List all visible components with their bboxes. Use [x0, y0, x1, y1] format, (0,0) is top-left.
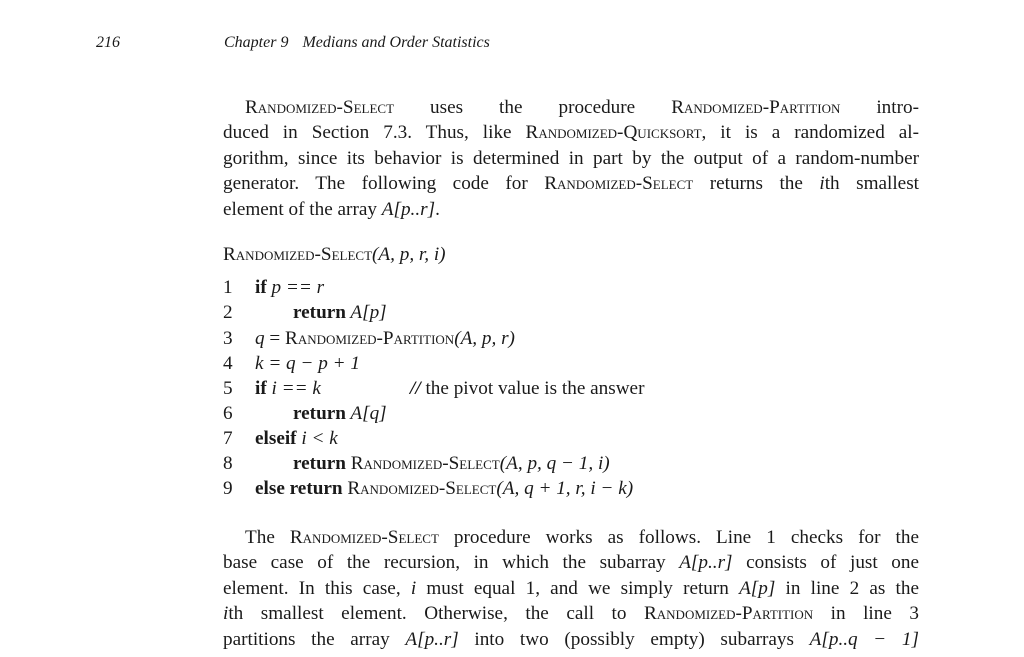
text-run: generator. The following code for [223, 173, 545, 195]
code-line [223, 277, 324, 302]
code-comment [410, 378, 644, 400]
keyword: else return [255, 478, 343, 499]
line-number: 3 [223, 328, 233, 349]
math-expr: (A, p, q − 1, i) [499, 453, 610, 474]
line-number: 2 [223, 302, 233, 323]
comment-text: the pivot value is the answer [420, 378, 645, 399]
math-expr: (A, p, r) [454, 328, 515, 349]
math-expr: i < k [296, 428, 338, 449]
math-expr: A[p] [739, 577, 776, 599]
text-line [223, 550, 919, 575]
keyword: return [293, 302, 346, 323]
math-expr: (A, p, r, i) [372, 244, 446, 265]
line-number: 5 [223, 378, 233, 399]
text-run: uses the procedure [394, 97, 672, 118]
text-run: th smallest element. Otherwise, the call to [228, 603, 644, 625]
text-run: element of the array [223, 198, 382, 220]
math-expr: A[p..r] [405, 628, 459, 650]
text-run: into two (possibly empty) subarrays [458, 628, 810, 650]
chapter-heading [224, 34, 490, 52]
text-run: element. In this case, [223, 577, 411, 599]
keyword: return [293, 403, 346, 424]
text-run: returns the [693, 173, 820, 195]
math-var: i [223, 603, 229, 625]
math-expr: A[p..q − 1] [809, 628, 919, 650]
line-number: 7 [223, 428, 233, 449]
text-run: in line 3 [813, 603, 919, 625]
code-line [223, 378, 919, 403]
line-number: 4 [223, 353, 233, 374]
math-expr: A[p..r] [679, 552, 733, 574]
math-expr: (A, q + 1, r, i − k) [496, 478, 634, 499]
text-run: The [245, 527, 290, 548]
text-run: in line 2 as the [775, 577, 919, 599]
procedure-name: Randomized-Select [544, 173, 694, 195]
procedure-name: Randomized-Partition [643, 603, 814, 625]
intro-paragraph [223, 95, 919, 222]
text-run: , it is a randomized al- [701, 122, 919, 144]
pseudocode-title [223, 244, 446, 266]
procedure-name: Randomized-Select [345, 453, 500, 474]
text-run: partitions the array [223, 628, 406, 650]
math-var: i [410, 577, 417, 599]
procedure-name: Randomized-Select [342, 478, 497, 499]
text-line [223, 95, 919, 120]
code-line [223, 478, 633, 503]
line-number: 9 [223, 478, 233, 499]
math-expr: A[p] [345, 302, 387, 323]
code-line [223, 403, 387, 428]
procedure-name: Randomized-Quicksort [525, 122, 702, 144]
code-line [223, 302, 387, 327]
math-var: q [255, 328, 265, 349]
math-var: i [819, 173, 825, 195]
code-line [223, 453, 610, 478]
keyword: if [255, 378, 267, 399]
comment-marker: // [410, 378, 421, 399]
operator: = [264, 328, 286, 349]
procedure-name: Randomized-Select [289, 527, 439, 548]
line-number: 6 [223, 403, 233, 424]
code-line [223, 428, 338, 453]
procedure-name: Randomized-Select [245, 97, 395, 118]
procedure-name: Randomized-Partition [285, 328, 455, 349]
text-line [223, 601, 919, 626]
procedure-name: Randomized-Partition [671, 97, 841, 118]
keyword: return [293, 453, 346, 474]
math-expr: k = q − p + 1 [255, 353, 360, 374]
procedure-name: Randomized-Select [223, 244, 373, 265]
line-number: 8 [223, 453, 233, 474]
line-number: 1 [223, 277, 233, 298]
math-expr: A[p..r] [381, 198, 436, 220]
chapter-label: Chapter 9 [224, 34, 289, 51]
text-line: gorithm, since its behavior is determined in part by the output of a random-number [223, 147, 919, 169]
text-line [223, 120, 919, 145]
code-line [223, 353, 360, 378]
text-run: . [435, 198, 440, 220]
code-line [223, 328, 515, 353]
text-line [223, 525, 919, 550]
text-run: consists of just one [732, 552, 919, 574]
math-expr: i == k [266, 378, 321, 399]
chapter-title: Medians and Order Statistics [302, 34, 490, 51]
text-run: duced in Section 7.3. Thus, like [223, 122, 526, 144]
keyword: if [255, 277, 267, 298]
text-line [223, 627, 919, 652]
explanation-paragraph [223, 525, 919, 652]
text-run: th smallest [824, 173, 919, 195]
math-expr: A[q] [345, 403, 387, 424]
text-line [223, 171, 919, 196]
page-number: 216 [96, 34, 120, 51]
text-line [223, 197, 919, 222]
text-run: base case of the recursion, in which the subarray [223, 552, 680, 574]
text-run: intro- [840, 97, 919, 118]
math-expr: p == r [266, 277, 325, 298]
text-run: procedure works as follows. Line 1 checks for the [438, 527, 919, 548]
keyword: elseif [255, 428, 297, 449]
text-line [223, 576, 919, 601]
text-run: must equal 1, and we simply return [416, 577, 740, 599]
